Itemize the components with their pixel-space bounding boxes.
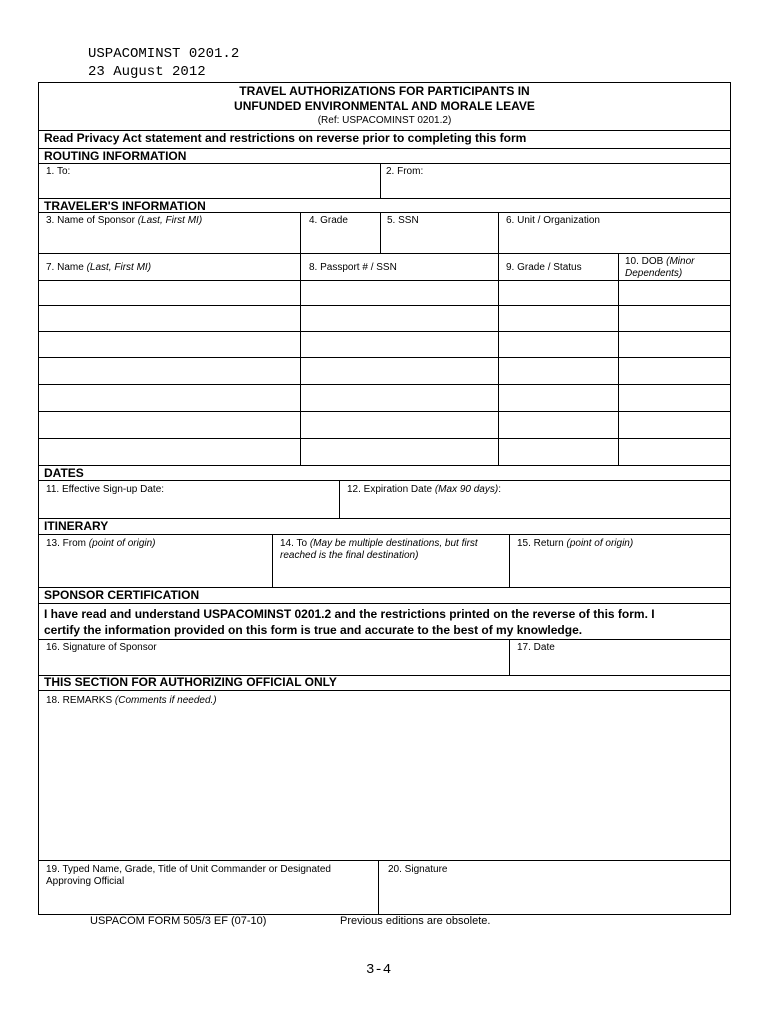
certification-statement-line2: certify the information provided on this form is true and accurate to the best of my knowledge.: [44, 623, 583, 637]
divider: [38, 331, 731, 332]
form-title-line1: TRAVEL AUTHORIZATIONS FOR PARTICIPANTS IN: [239, 84, 530, 98]
divider: [38, 518, 731, 519]
divider: [300, 212, 301, 465]
divider: [339, 480, 340, 518]
divider: [38, 438, 731, 439]
divider: [378, 860, 379, 914]
remarks-field[interactable]: [38, 708, 731, 860]
remarks-label: 18. REMARKS (Comments if needed.): [46, 695, 217, 706]
form-number: USPACOM FORM 505/3 EF (07-10): [90, 915, 267, 927]
expiration-date-label: 12. Expiration Date (Max 90 days):: [347, 484, 501, 495]
divider: [38, 603, 731, 604]
official-signature-label: 20. Signature: [388, 864, 448, 875]
form-reference: (Ref: USPACOMINST 0201.2): [317, 115, 452, 126]
certification-section-title: SPONSOR CERTIFICATION: [44, 588, 200, 602]
instruction-number: USPACOMINST 0201.2: [88, 46, 240, 62]
form-title-line2: UNFUNDED ENVIRONMENTAL AND MORALE LEAVE: [234, 99, 535, 113]
divider: [380, 212, 381, 253]
divider: [38, 305, 731, 306]
privacy-notice: Read Privacy Act statement and restrictions on reverse prior to completing this form: [44, 131, 527, 145]
destination-label: 14. To (May be multiple destinations, but first reached is the final destination): [280, 538, 478, 561]
dob-label: 10. DOB (Minor Dependents): [625, 256, 695, 279]
divider: [38, 860, 731, 861]
divider: [38, 639, 731, 640]
divider: [38, 480, 731, 481]
divider: [618, 253, 619, 465]
grade-label: 4. Grade: [309, 215, 348, 226]
divider: [509, 639, 510, 675]
from-field-label: 2. From:: [386, 166, 424, 177]
sponsor-name-label: 3. Name of Sponsor (Last, First MI): [46, 215, 203, 226]
return-label: 15. Return (point of origin): [517, 538, 634, 549]
divider: [38, 212, 731, 213]
dates-section-title: DATES: [44, 466, 84, 480]
itinerary-section-title: ITINERARY: [44, 519, 109, 533]
traveler-name-label: 7. Name (Last, First MI): [46, 262, 152, 273]
unit-label: 6. Unit / Organization: [506, 215, 600, 226]
sponsor-signature-label: 16. Signature of Sponsor: [46, 642, 157, 653]
divider: [38, 280, 731, 281]
from-field[interactable]: [381, 178, 731, 198]
divider: [38, 534, 731, 535]
divider: [498, 212, 499, 465]
obsolete-note: Previous editions are obsolete.: [340, 915, 491, 927]
grade-status-label: 9. Grade / Status: [506, 262, 582, 273]
divider: [38, 357, 731, 358]
divider: [38, 465, 731, 466]
certification-date-label: 17. Date: [517, 642, 555, 653]
divider: [38, 384, 731, 385]
authorizing-section-title: THIS SECTION FOR AUTHORIZING OFFICIAL ONLY: [44, 675, 337, 689]
divider: [38, 690, 731, 691]
certification-statement-line1: I have read and understand USPACOMINST 0201.2 and the restrictions printed on the reverse of this form. I: [44, 607, 655, 621]
to-field[interactable]: [38, 178, 380, 198]
divider: [38, 411, 731, 412]
instruction-date: 23 August 2012: [88, 64, 206, 80]
typed-name-label: 19. Typed Name, Grade, Title of Unit Commander or Designated Approving Official: [46, 864, 331, 887]
page-number: 3-4: [366, 962, 392, 978]
signup-date-label: 11. Effective Sign-up Date:: [46, 484, 165, 495]
passport-label: 8. Passport # / SSN: [309, 262, 397, 273]
to-field-label: 1. To:: [46, 166, 71, 177]
routing-section-title: ROUTING INFORMATION: [44, 149, 187, 163]
ssn-label: 5. SSN: [387, 215, 419, 226]
origin-label: 13. From (point of origin): [46, 538, 156, 549]
divider: [38, 163, 731, 164]
divider: [509, 534, 510, 587]
traveler-section-title: TRAVELER'S INFORMATION: [44, 199, 206, 213]
divider: [38, 253, 731, 254]
divider: [272, 534, 273, 587]
